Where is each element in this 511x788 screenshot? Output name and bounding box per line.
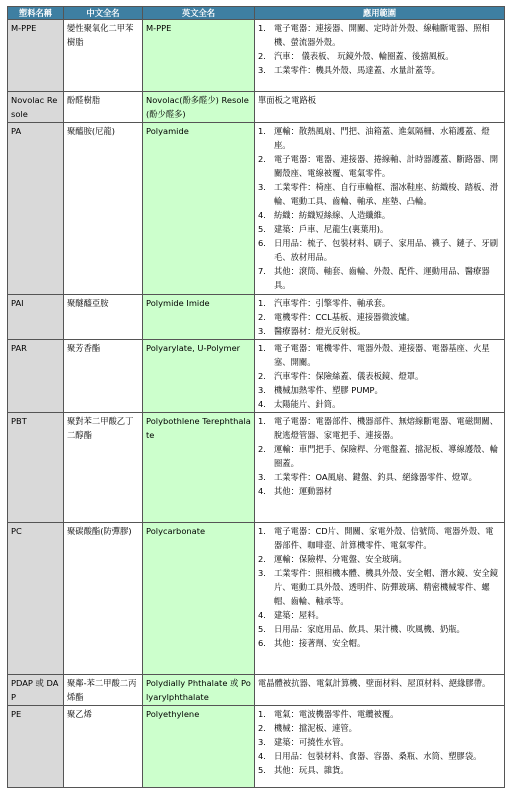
list-item <box>258 552 501 566</box>
table-row <box>8 706 505 788</box>
list-item-text: 工業零件：OA風扇、鍵盤、釣具、絕緣器零件、燈罩。 <box>274 472 477 482</box>
list-item-text: 機械：擋泥板、連管。 <box>274 723 357 733</box>
table-row <box>8 675 505 706</box>
list-item-number: 1. <box>258 709 266 719</box>
list-item-number: 1. <box>258 298 266 308</box>
list-item <box>258 296 501 310</box>
chinese-name-cell: 聚碳酸酯(防彈膠) <box>64 523 143 675</box>
english-name-cell: Polybothlene Terephthalate <box>143 413 255 523</box>
list-item-text: 汽車： 儀表板、 玩鏡外殼、輪圈蓋、後擋風板。 <box>274 51 454 61</box>
list-item <box>258 180 501 208</box>
chinese-name-cell: 聚鄰-苯二甲酸二丙烯酯 <box>64 675 143 706</box>
english-name-cell: Polymide Imide <box>143 295 255 340</box>
list-item <box>258 749 501 763</box>
list-item <box>258 124 501 152</box>
applications-cell <box>255 413 505 523</box>
material-name-cell: M-PPE <box>8 20 64 92</box>
list-item <box>258 763 501 777</box>
chinese-name-cell: 聚乙烯 <box>64 706 143 788</box>
list-item <box>258 383 501 397</box>
table-row <box>8 295 505 340</box>
list-item <box>258 484 501 498</box>
list-item-text: 其他：運動器材 <box>274 486 333 496</box>
list-item-number: 2. <box>258 312 266 322</box>
table-row <box>8 92 505 123</box>
table-row <box>8 20 505 92</box>
list-item <box>258 208 501 222</box>
list-item-number: 3. <box>258 65 266 75</box>
list-item-number: 4. <box>258 751 266 761</box>
list-item <box>258 49 501 63</box>
list-item-number: 1. <box>258 23 266 33</box>
list-item-number: 2. <box>258 371 266 381</box>
list-item-text: 汽車零件：保險絲蓋、儀表板鏡、燈罩。 <box>274 371 424 381</box>
material-name-cell: PA <box>8 123 64 295</box>
list-item-number: 4. <box>258 399 266 409</box>
list-item-number: 3. <box>258 568 266 578</box>
list-item-number: 4. <box>258 610 266 620</box>
chinese-name-cell: 聚對苯二甲酸乙丁二醇酯 <box>64 413 143 523</box>
english-name-cell: Polyethylene <box>143 706 255 788</box>
list-item-number: 5. <box>258 765 266 775</box>
header-english-name: 英文全名 <box>143 7 255 20</box>
list-item-number: 2. <box>258 444 266 454</box>
applications-cell: 單面板之電路板 <box>255 92 505 123</box>
list-item-text: 電子電器：電器、連接器、捲線軸、計時器護蓋、斷路器、開關殼座、電線被覆、電氣零件。 <box>274 154 499 178</box>
applications-list <box>258 414 501 498</box>
list-item <box>258 735 501 749</box>
applications-cell: 電晶體被抗器、電氣計算機、壁面材料、屋頂材料、絕緣膠帶。 <box>255 675 505 706</box>
material-name-cell: PAR <box>8 340 64 413</box>
chinese-name-cell: 聚芳香酯 <box>64 340 143 413</box>
header-row <box>8 7 505 20</box>
list-item-number: 4. <box>258 210 266 220</box>
header-chinese-name: 中文全名 <box>64 7 143 20</box>
chinese-name-cell: 變性聚氧化二甲苯樹脂 <box>64 20 143 92</box>
list-item <box>258 369 501 383</box>
list-item-number: 1. <box>258 126 266 136</box>
list-item-text: 工業零件：照相機本體、機具外殼、安全帽、潛水鏡、安全鏡片、電動工具外殼、透明件、防彈玻璃、精密機械零件、螺帽、齒輪、軸承等。 <box>274 568 499 606</box>
header-applications: 應用範圍 <box>255 7 505 20</box>
list-item-number: 5. <box>258 624 266 634</box>
table-row <box>8 413 505 523</box>
list-item-number: 1. <box>258 416 266 426</box>
list-item-number: 2. <box>258 554 266 564</box>
english-name-cell: Polycarbonate <box>143 523 255 675</box>
chinese-name-cell: 聚醯胺(尼龍) <box>64 123 143 295</box>
table-row <box>8 523 505 675</box>
applications-list <box>258 707 501 777</box>
list-item-number: 3. <box>258 737 266 747</box>
list-item-number: 6. <box>258 638 266 648</box>
applications-list <box>258 296 501 338</box>
list-item <box>258 397 501 411</box>
list-item-number: 3. <box>258 326 266 336</box>
list-item <box>258 721 501 735</box>
chinese-name-cell: 聚醚醯亞胺 <box>64 295 143 340</box>
list-item <box>258 341 501 369</box>
list-item-number: 1. <box>258 526 266 536</box>
list-item-number: 6. <box>258 238 266 248</box>
list-item-text: 電機零件：CCL基板、連接器微波爐。 <box>274 312 415 322</box>
list-item <box>258 622 501 636</box>
header-material-name: 塑料名稱 <box>8 7 64 20</box>
applications-cell <box>255 340 505 413</box>
list-item-text: 工業零件：椅座、自行車輪框、溜冰鞋座、紡織梭、踏板、滑輪、電動工具、齒輪、軸承、座墊、凸輪。 <box>274 182 499 206</box>
list-item <box>258 310 501 324</box>
list-item <box>258 524 501 552</box>
english-name-cell: Polydially Phthalate 或 Polyarylphthalate <box>143 675 255 706</box>
applications-cell <box>255 706 505 788</box>
material-name-cell: Novolac Resole <box>8 92 64 123</box>
list-item-text: 汽車零件：引擎零件、軸承套。 <box>274 298 391 308</box>
list-item <box>258 608 501 622</box>
english-name-cell: Polyarylate, U-Polymer <box>143 340 255 413</box>
list-item-text: 太陽能片、針筒。 <box>274 399 341 409</box>
list-item <box>258 236 501 264</box>
list-item <box>258 707 501 721</box>
list-item-text: 運輸：車門把手、保險桿、分電盤蓋、擋泥板、導線護殼、輪圈蓋。 <box>274 444 499 468</box>
list-item-text: 其他：滾筒、軸套、齒輪、外殼、配件、運動用品、醫療器具。 <box>274 266 490 290</box>
list-item-number: 3. <box>258 385 266 395</box>
list-item-text: 日用品：包裝材料、食器、容器、桑瓶、水筒、塑膠袋。 <box>274 751 482 761</box>
list-item <box>258 264 501 292</box>
list-item-text: 其他：玩具、雜貨。 <box>274 765 349 775</box>
list-item-text: 其他：接著劑、安全帽。 <box>274 638 366 648</box>
list-item-number: 3. <box>258 472 266 482</box>
material-name-cell: PAI <box>8 295 64 340</box>
list-item-number: 1. <box>258 343 266 353</box>
applications-cell <box>255 20 505 92</box>
applications-list <box>258 21 501 77</box>
applications-cell <box>255 295 505 340</box>
list-item-text: 日用品：家庭用品、飲具、果汁機、吹風機、奶瓶。 <box>274 624 465 634</box>
list-item-text: 醫療器材：燈光反射板。 <box>274 326 366 336</box>
applications-list <box>258 524 501 650</box>
applications-cell <box>255 523 505 675</box>
list-item <box>258 470 501 484</box>
material-name-cell: PBT <box>8 413 64 523</box>
list-item-text: 電子電器：電機零件、電器外殼、連接器、電器基座、火星塞、開關。 <box>274 343 490 367</box>
list-item-text: 電子電器：電器部件、機器部件、無熔線斷電器、電磁開關、脫逃燈管器、家電把手、連接器。 <box>274 416 499 440</box>
list-item-text: 機械加熱零件、塑膠 PUMP。 <box>274 385 383 395</box>
material-name-cell: PDAP 或 DAP <box>8 675 64 706</box>
english-name-cell: M-PPE <box>143 20 255 92</box>
list-item <box>258 222 501 236</box>
english-name-cell: Novolac(酚多醛少) Resole(酚少醛多) <box>143 92 255 123</box>
list-item <box>258 21 501 49</box>
list-item <box>258 63 501 77</box>
list-item-number: 4. <box>258 486 266 496</box>
list-item <box>258 324 501 338</box>
list-item-number: 5. <box>258 224 266 234</box>
list-item <box>258 566 501 608</box>
list-item <box>258 636 501 650</box>
list-item-text: 工業零件：機具外殼、馬達蓋、水量計蓋等。 <box>274 65 440 75</box>
plastics-table <box>7 6 505 788</box>
list-item-number: 7. <box>258 266 266 276</box>
material-name-cell: PE <box>8 706 64 788</box>
table-row <box>8 123 505 295</box>
list-item-text: 日用品：梳子、包裝材料、刷子、家用品、襪子、鏈子、牙刷毛、放材用品。 <box>274 238 499 262</box>
list-item-text: 電子電器：連接器、開關、定時計外殼、線軸斷電器、照相機、螢流器外殼。 <box>274 23 490 47</box>
list-item-text: 電氣：電波機器零件、電纜被覆。 <box>274 709 399 719</box>
material-name-cell: PC <box>8 523 64 675</box>
chinese-name-cell: 酚醛樹脂 <box>64 92 143 123</box>
applications-list <box>258 124 501 292</box>
applications-cell <box>255 123 505 295</box>
list-item <box>258 414 501 442</box>
list-item-text: 電子電器：CD片、開關、家電外殼、信號筒、電器外殼、電器部件、咖啡壺、計算機零件、電氣零件。 <box>274 526 494 550</box>
list-item-text: 運輸：保險桿、分電盤、安全玻璃。 <box>274 554 407 564</box>
list-item-text: 建築：戶車、尼龍生(裏葉用)。 <box>274 224 389 234</box>
list-item-number: 3. <box>258 182 266 192</box>
list-item-text: 建築：可撓性水管。 <box>274 737 349 747</box>
list-item-number: 2. <box>258 723 266 733</box>
applications-list <box>258 341 501 411</box>
list-item-text: 運輸：散熱風扇、門把、油箱蓋、進氣隔柵、水箱護蓋、燈座。 <box>274 126 490 150</box>
list-item-text: 建築：屋料。 <box>274 610 324 620</box>
list-item-text: 紡織：紡織短絲線、人造纖維。 <box>274 210 391 220</box>
list-item <box>258 152 501 180</box>
english-name-cell: Polyamide <box>143 123 255 295</box>
list-item <box>258 442 501 470</box>
list-item-number: 2. <box>258 51 266 61</box>
table-row <box>8 340 505 413</box>
list-item-number: 2. <box>258 154 266 164</box>
